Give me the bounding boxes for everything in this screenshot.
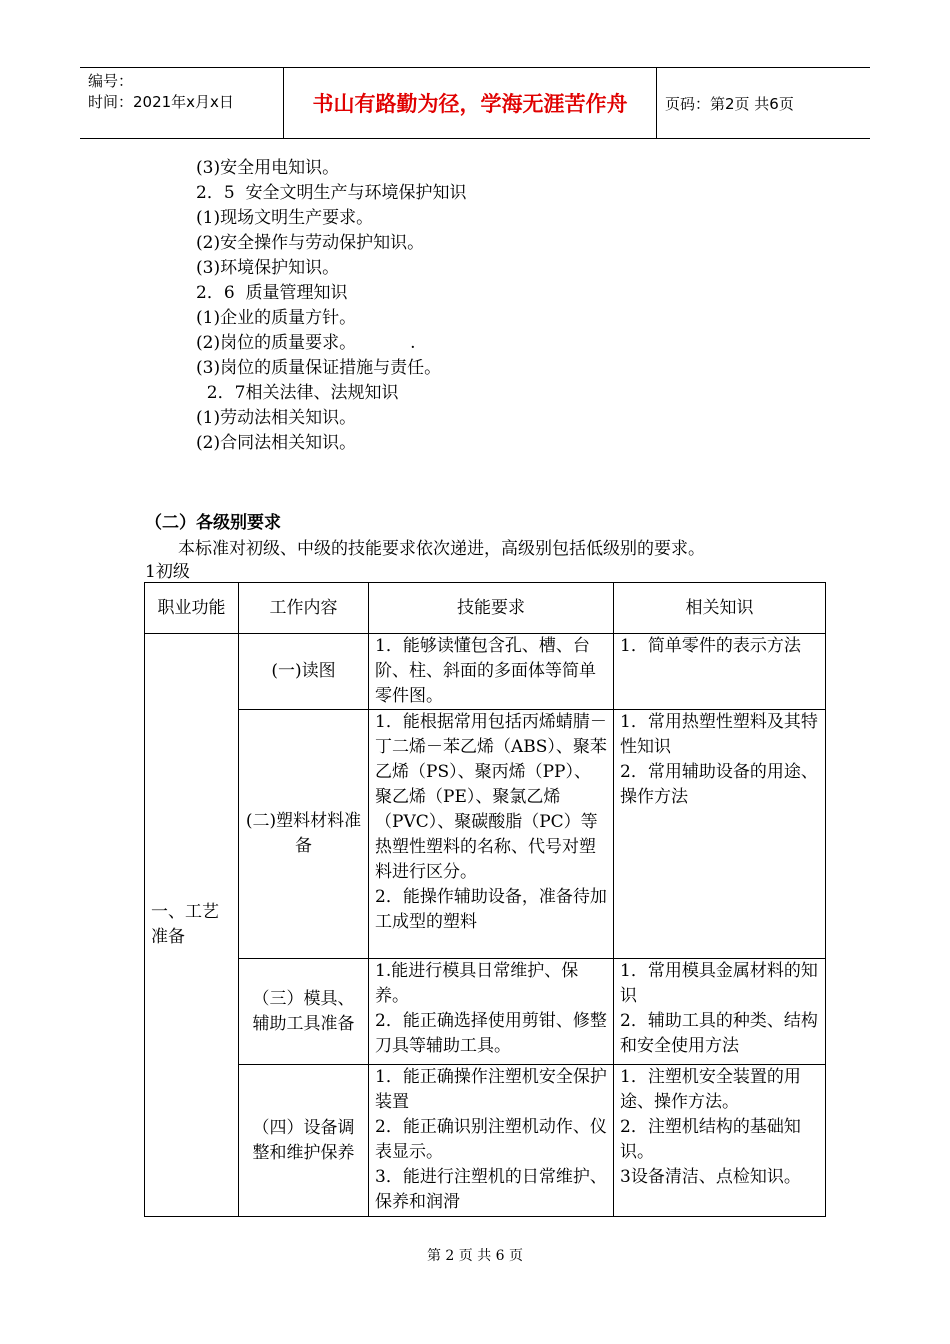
list-item: (2)安全操作与劳动保护知识。 <box>196 233 425 253</box>
header-function: 职业功能 <box>145 583 239 634</box>
list-item: (3)岗位的质量保证措施与责任。 <box>196 358 442 378</box>
list-item: 2．5 安全文明生产与环境保护知识 <box>196 183 467 203</box>
header-skills: 技能要求 <box>369 583 614 634</box>
document-date-label: 时间：2021年x月x日 <box>88 93 234 111</box>
table-row <box>145 959 826 1065</box>
list-item: (1)现场文明生产要求。 <box>196 208 374 228</box>
list-item: 2．6 质量管理知识 <box>196 283 348 303</box>
table-row <box>145 710 826 959</box>
header-content: 工作内容 <box>239 583 369 634</box>
page-header <box>80 67 870 139</box>
list-item: 2．7相关法律、法规知识 <box>196 383 399 403</box>
list-item: (3)安全用电知识。 <box>196 158 340 178</box>
table-row <box>145 634 826 710</box>
requirements-table <box>144 582 826 1217</box>
knowledge-cell: 1．简单零件的表示方法 <box>614 634 826 710</box>
skills-cell: 1．能根据常用包括丙烯蜻腈－丁二烯－苯乙烯（ABS）、聚苯乙烯（PS）、聚丙烯（PP）、聚乙烯（PE）、聚氯乙烯（PVC）、聚碳酸脂（PC）等热塑性塑料的名称、代号对塑料进行区分。 2．能操作辅助设备，准备待加工成型的塑料 <box>369 710 614 959</box>
list-item: (1)企业的质量方针。 <box>196 308 357 328</box>
content-cell: （三）模具、辅助工具准备 <box>239 959 369 1065</box>
skills-cell: 1．能正确操作注塑机安全保护装置 2．能正确识别注塑机动作、仪表显示。 3．能进行注塑机的日常维护、保养和润滑 <box>369 1065 614 1217</box>
skills-cell: 1.能进行模具日常维护、保养。 2．能正确选择使用剪钳、修整刀具等辅助工具。 <box>369 959 614 1065</box>
content-cell: (二)塑料材料准备 <box>239 710 369 959</box>
knowledge-cell: 1．常用热塑性塑料及其特性知识 2．常用辅助设备的用途、操作方法 <box>614 710 826 959</box>
content-cell: (一)读图 <box>239 634 369 710</box>
table-header-row <box>145 583 826 634</box>
page-footer: 第 2 页 共 6 页 <box>426 1248 524 1264</box>
header-motto: 书山有路勤为径，学海无涯苦作舟 <box>283 68 657 138</box>
header-knowledge: 相关知识 <box>614 583 826 634</box>
level-heading: 1初级 <box>145 562 190 582</box>
content-cell: （四）设备调整和维护保养 <box>239 1065 369 1217</box>
knowledge-cell: 1．常用模具金属材料的知识 2．辅助工具的种类、结构和安全使用方法 <box>614 959 826 1065</box>
list-item: (1)劳动法相关知识。 <box>196 408 357 428</box>
list-item: (3)环境保护知识。 <box>196 258 340 278</box>
list-item: (2)岗位的质量要求。 . <box>196 333 416 353</box>
header-left <box>88 71 283 113</box>
header-page-label: 页码：第2页 共6页 <box>665 94 794 113</box>
skills-cell: 1．能够读懂包含孔、槽、台阶、柱、斜面的多面体等简单零件图。 <box>369 634 614 710</box>
knowledge-list <box>196 156 696 456</box>
section-intro: 本标准对初级、中级的技能要求依次递进，高级别包括低级别的要求。 <box>178 539 705 559</box>
table-row <box>145 1065 826 1217</box>
document-number-label: 编号： <box>88 72 134 90</box>
knowledge-cell: 1．注塑机安全装置的用途、操作方法。 2．注塑机结构的基础知识。 3设备清洁、点检知识。 <box>614 1065 826 1217</box>
section-title: （二）各级别要求 <box>145 513 281 533</box>
list-item: (2)合同法相关知识。 <box>196 433 357 453</box>
function-cell: 一、工艺准备 <box>145 634 239 1217</box>
